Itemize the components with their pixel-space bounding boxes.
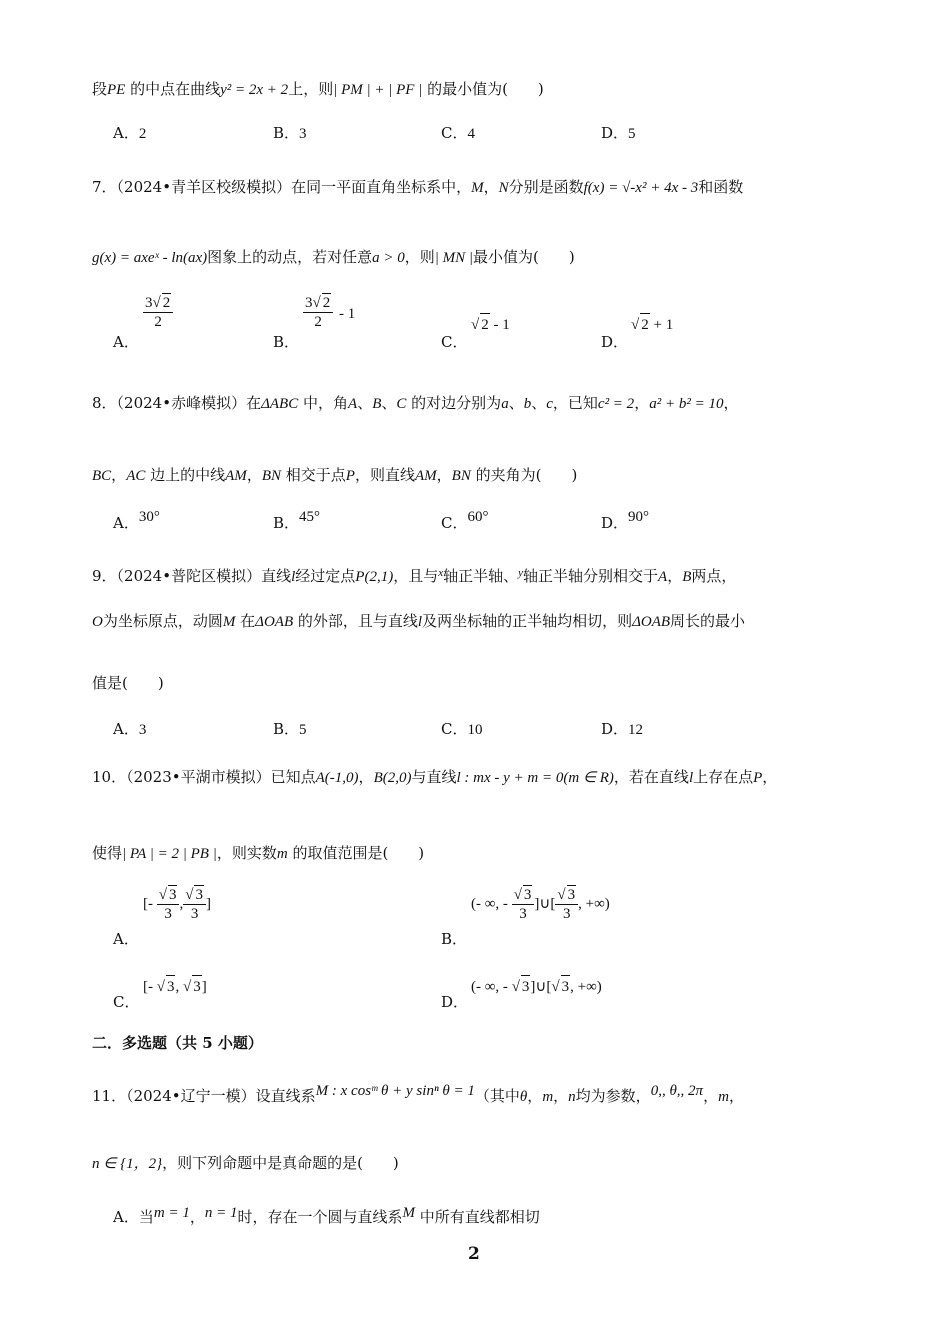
math-line-l: l : mx - y + m = 0(m ∈ R) — [456, 770, 614, 786]
q11-text: （其中 — [474, 1087, 520, 1105]
q6-option-c[interactable] — [441, 122, 475, 145]
math-b: B — [372, 396, 382, 412]
option-letter: C． — [113, 993, 140, 1011]
q6-text: 的中点在曲线 — [125, 80, 221, 98]
option-value: 45° — [299, 509, 321, 525]
option-letter: A． — [113, 930, 139, 948]
math-equation: | PA | = 2 | PB | — [122, 846, 217, 862]
math-l: l — [688, 770, 694, 786]
q8-text: 、 — [531, 394, 547, 412]
option-letter: D． — [601, 124, 629, 142]
math-am: AM — [414, 468, 437, 484]
math-expression: | PM | + | PF | — [333, 82, 423, 98]
q9-text: 在 — [235, 612, 256, 630]
option-letter: D． — [441, 993, 469, 1011]
math-point-a: A(-1,0) — [315, 770, 359, 786]
math-range: 0,, θ,, 2π — [650, 1083, 704, 1099]
math-m: M — [222, 614, 236, 630]
math-p: P — [345, 468, 355, 484]
math-n-eq: n = 1 — [204, 1205, 238, 1221]
q8-text: 中，角 — [298, 394, 349, 412]
q6-option-a[interactable] — [113, 122, 146, 145]
q10-stem-line-1 — [92, 766, 777, 789]
math-x: x — [438, 567, 444, 579]
option-letter: A． — [113, 124, 139, 142]
q7-text: 最小值为( ) — [473, 248, 575, 266]
math-b: B — [682, 569, 692, 585]
math-y: y — [518, 567, 523, 579]
q7-option-d[interactable] — [601, 293, 674, 351]
option-letter: D． — [601, 514, 629, 532]
q6-text: 段 — [92, 80, 108, 98]
q8-text: 、 — [508, 394, 524, 412]
q11-text: ， — [527, 1087, 543, 1105]
math-bn: BN — [261, 468, 281, 484]
minus-one: - 1 — [339, 306, 356, 322]
question-source: （2024•辽宁一模） — [126, 1087, 256, 1105]
q8-stem-line-1 — [92, 392, 738, 415]
option-letter: C． — [441, 514, 468, 532]
math-line-system: M : x cosᵐ θ + y sinⁿ θ = 1 — [315, 1083, 475, 1099]
math-mn: | MN | — [434, 250, 474, 266]
math-p: P — [753, 770, 763, 786]
q7-text: ， — [483, 178, 499, 196]
option-value: 5 — [628, 126, 636, 142]
page-number: 2 — [468, 1244, 480, 1264]
question-number: 10． — [92, 768, 127, 786]
q8-text: 的夹角为( ) — [470, 466, 578, 484]
q8-stem-line-2 — [92, 464, 577, 487]
q9-text: 值是( ) — [92, 674, 164, 692]
option-letter: A． — [113, 1208, 139, 1226]
q9-text: 轴正半轴、 — [443, 567, 519, 585]
q10-stem-line-2 — [92, 842, 424, 865]
interval-a: [- $\frac{√ 3}{3}$ , $\frac{√ 3}{3}$ ] — [143, 887, 211, 922]
math-condition: n ∈ {1，2} — [92, 1156, 163, 1172]
question-number: 8． — [92, 394, 117, 412]
option-value: 4 — [467, 126, 475, 142]
option-letter: A． — [113, 514, 139, 532]
question-source: （2024•普陀区模拟） — [116, 567, 262, 585]
q8-text: 、 — [357, 394, 373, 412]
q7-text: 分别是函数 — [508, 178, 584, 196]
q8-text: ， — [634, 394, 650, 412]
math-triangle: ΔOAB — [632, 614, 671, 630]
q9-text: 为坐标原点，动圆 — [102, 612, 223, 630]
math-m: m — [276, 846, 288, 862]
option-value: 12 — [628, 722, 644, 738]
q6-option-b[interactable] — [273, 122, 307, 145]
math-lc: c — [546, 396, 553, 412]
q10-option-c[interactable] — [113, 975, 207, 1011]
option-value: 3 — [138, 722, 147, 738]
option-value: 10 — [467, 722, 483, 738]
math-la: a — [501, 396, 509, 412]
option-letter: D． — [601, 333, 629, 351]
math-m: m — [718, 1089, 729, 1105]
q9-text: 直线 — [261, 567, 292, 585]
math-pe: PE — [107, 82, 126, 98]
q9-option-a[interactable] — [113, 718, 146, 741]
question-number: 9． — [92, 567, 117, 585]
q11-option-a[interactable] — [113, 1202, 540, 1228]
q6-option-d[interactable] — [601, 122, 636, 145]
q7-text: 在同一平面直角坐标系中， — [291, 178, 472, 196]
q6-text: 上，则 — [288, 80, 334, 98]
option-letter: A． — [113, 333, 139, 351]
interval-b: (- ∞, - $\frac{√ 3}{3}$ ]∪[ $\frac{√ 3}{3}$ , +∞) — [471, 887, 610, 922]
q8-text: ， — [246, 466, 262, 484]
q9-text: ，且与 — [393, 567, 439, 585]
math-function-f: f(x) = √-x² + 4x - 3 — [583, 180, 699, 196]
q10-text: ， — [762, 768, 778, 786]
q10-text: ，若在直线 — [613, 768, 689, 786]
q10-text: 上存在点 — [693, 768, 754, 786]
q9-option-b[interactable] — [273, 718, 307, 741]
math-a: A — [348, 396, 358, 412]
q9-stem-line-2 — [92, 610, 745, 633]
option-value: 3 — [299, 126, 307, 142]
math-l: l — [417, 614, 423, 630]
math-triangle: ΔABC — [261, 396, 299, 412]
q10-text: ， — [358, 768, 374, 786]
q8-text: ， — [723, 394, 739, 412]
q11-text: ，则下列命题中是真命题的是( ) — [162, 1154, 399, 1172]
q8-text: 在 — [246, 394, 262, 412]
q9-text: ， — [667, 567, 683, 585]
q9-text: 轴正半轴分别相交于 — [523, 567, 659, 585]
q6-stem-line — [92, 78, 544, 101]
q10-text: 使得 — [92, 844, 123, 862]
q10-option-b[interactable] — [441, 885, 610, 948]
option-value: 5 — [299, 722, 307, 738]
sqrt2-plus-1: √ 2 + 1 — [631, 313, 673, 336]
option-text: 时，存在一个圆与直线系 — [237, 1208, 403, 1226]
q7-stem-line-2 — [92, 246, 575, 269]
q9-text: 周长的最小 — [670, 612, 746, 630]
q10-option-a[interactable] — [113, 885, 211, 948]
section-heading: 二．多选题（共 5 小题） — [92, 1034, 263, 1052]
math-n: N — [498, 180, 509, 196]
option-value: 2 — [138, 126, 147, 142]
question-number: 7． — [92, 178, 117, 196]
fraction-3sqrt2-over-2: $\frac{3√ 2}{2}$ — [143, 293, 173, 331]
q8-text: ， — [111, 466, 127, 484]
option-letter: B． — [273, 333, 300, 351]
interval-c: [- √ 3, √ 3] — [143, 975, 207, 998]
q7-text: 和函数 — [698, 178, 744, 196]
question-source: （2024•青羊区校级模拟） — [116, 178, 292, 196]
question-number: 11． — [92, 1087, 127, 1105]
option-text: 中所有直线都相切 — [414, 1208, 540, 1226]
math-eq2: a² + b² = 10 — [649, 396, 724, 412]
math-point-b: B(2,0) — [373, 770, 412, 786]
q9-text: 两点， — [691, 567, 737, 585]
q9-option-d[interactable] — [601, 718, 643, 741]
q8-text: ， — [436, 466, 452, 484]
math-m: M — [471, 180, 484, 196]
q8-option-c[interactable] — [441, 509, 489, 535]
q10-text: ，则实数 — [216, 844, 277, 862]
q11-text: ， — [728, 1087, 744, 1105]
math-l: l — [291, 569, 296, 585]
q10-text: 与直线 — [411, 768, 457, 786]
math-curve: y² = 2x + 2 — [220, 82, 289, 98]
q9-text: 及两坐标轴的正半轴均相切，则 — [422, 612, 633, 630]
question-source: （2023•平湖市模拟） — [126, 768, 271, 786]
option-value: 60° — [467, 509, 489, 525]
option-letter: B． — [441, 930, 468, 948]
option-letter: C． — [441, 124, 468, 142]
interval-d: (- ∞, - √ 3]∪[√ 3, +∞) — [471, 975, 602, 998]
q11-text: ， — [703, 1087, 719, 1105]
q11-stem-line-1 — [92, 1080, 744, 1108]
option-letter: D． — [601, 720, 629, 738]
option-letter: C． — [441, 333, 468, 351]
math-condition: a > 0 — [372, 250, 405, 266]
q8-text: 相交于点 — [281, 466, 346, 484]
math-bn: BN — [451, 468, 471, 484]
q8-text: ，则直线 — [354, 466, 415, 484]
q9-text: 的外部，且与直线 — [293, 612, 418, 630]
math-am: AM — [225, 468, 247, 484]
q8-text: 边上的中线 — [145, 466, 226, 484]
q8-text: 、 — [381, 394, 397, 412]
q11-text: 均为参数， — [575, 1087, 651, 1105]
option-value: 30° — [138, 509, 160, 525]
math-bc: BC — [92, 468, 112, 484]
option-value: 90° — [628, 509, 650, 525]
math-o: O — [92, 614, 103, 630]
math-m-eq: m = 1 — [153, 1205, 190, 1221]
sqrt2-minus-1: √ 2 - 1 — [471, 313, 510, 336]
option-text: ， — [189, 1208, 205, 1226]
option-letter: B． — [273, 124, 300, 142]
q9-option-c[interactable] — [441, 718, 482, 741]
q6-text: 的最小值为( ) — [422, 80, 544, 98]
q11-text: ， — [553, 1087, 569, 1105]
math-ac: AC — [126, 468, 146, 484]
q8-option-b[interactable] — [273, 509, 321, 535]
math-n: n — [568, 1089, 576, 1105]
q10-text: 的取值范围是( ) — [287, 844, 425, 862]
option-letter: B． — [273, 720, 300, 738]
q7-option-a[interactable] — [113, 293, 171, 351]
q10-text: 已知点 — [270, 768, 316, 786]
math-c: C — [396, 396, 407, 412]
math-function-g: g(x) = axeˣ - ln(ax) — [92, 250, 208, 266]
math-theta: θ — [519, 1089, 528, 1105]
q7-text: 图象上的动点，若对任意 — [207, 248, 373, 266]
math-lb: b — [523, 396, 532, 412]
q9-stem-line-3 — [92, 672, 164, 694]
q7-option-b[interactable] — [273, 293, 356, 351]
q8-option-d[interactable] — [601, 509, 650, 535]
option-letter: A． — [113, 720, 139, 738]
math-triangle: ΔOAB — [255, 614, 294, 630]
fraction-3sqrt2-over-2: $\frac{3√ 2}{2}$ — [303, 293, 333, 331]
question-source: （2024•赤峰模拟） — [116, 394, 247, 412]
q8-option-a[interactable] — [113, 509, 160, 535]
q9-text: 经过定点 — [295, 567, 356, 585]
q7-stem-line-1 — [92, 176, 743, 199]
q10-option-d[interactable] — [441, 975, 602, 1011]
q7-text: ，则 — [404, 248, 435, 266]
q9-stem-line-1 — [92, 562, 736, 588]
option-text: 当 — [138, 1208, 154, 1226]
option-letter: C． — [441, 720, 468, 738]
q11-text: 设直线系 — [255, 1087, 316, 1105]
math-eq1: c² = 2 — [597, 396, 635, 412]
math-m: M — [402, 1205, 415, 1221]
option-letter: B． — [273, 514, 300, 532]
q11-stem-line-2 — [92, 1152, 399, 1175]
math-a: A — [658, 569, 668, 585]
math-point-p: P(2,1) — [355, 569, 394, 585]
math-m: m — [542, 1089, 554, 1105]
q7-option-c[interactable] — [441, 293, 510, 351]
q8-text: ，已知 — [552, 394, 598, 412]
q8-text: 的对边分别为 — [406, 394, 502, 412]
